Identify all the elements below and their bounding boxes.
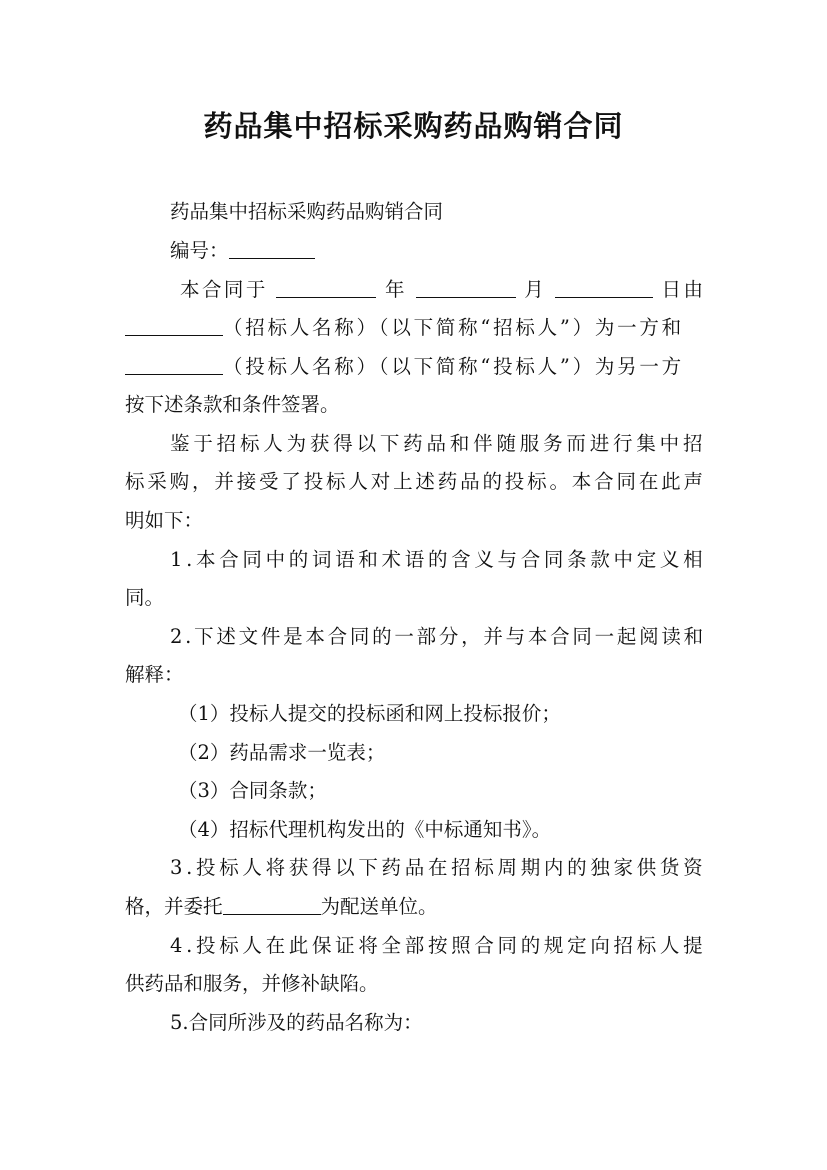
number-blank <box>229 240 315 259</box>
whereas-line-3: 明如下： <box>125 509 204 532</box>
blank-field <box>223 896 321 915</box>
clause-4-line-1: 4.投标人在此保证将全部按照合同的规定向招标人提 <box>170 934 707 957</box>
blank-field <box>125 317 223 336</box>
clause-2-line-2: 解释： <box>125 663 184 686</box>
intro-line-2 <box>125 315 703 341</box>
clause-1-line-2: 同。 <box>125 586 165 609</box>
list-item: （4）招标代理机构发出的《中标通知书》。 <box>178 818 552 841</box>
intro-line-1 <box>180 277 703 303</box>
clause-3-line-2 <box>125 894 703 920</box>
clause-3-line-1: 3.投标人将获得以下药品在招标周期内的独家供货资 <box>170 856 707 879</box>
clause-3-part-b: 为配送单位。 <box>320 895 438 918</box>
intro-line-3 <box>125 354 703 380</box>
clause-3-part-a: 格，并委托 <box>125 895 223 918</box>
whereas-line-2: 标采购，并接受了投标人对上述药品的投标。本合同在此声 <box>125 470 706 493</box>
clause-5-line-1: 5.合同所涉及的药品名称为： <box>170 1011 423 1034</box>
number-label: 编号： <box>170 239 229 262</box>
intro-line3-text: （投标人名称）（以下简称“投标人”）为另一方 <box>223 355 684 378</box>
intro-part3: 月 <box>524 278 547 301</box>
blank-field <box>276 279 376 298</box>
intro-line2-text: （招标人名称）（以下简称“招标人”）为一方和 <box>223 316 684 339</box>
intro-line-4: 按下述条款和条件签署。 <box>125 393 340 416</box>
whereas-line-1: 鉴于招标人为获得以下药品和伴随服务而进行集中招 <box>170 432 707 455</box>
blank-field <box>416 279 516 298</box>
list-item: （1）投标人提交的投标函和网上投标报价； <box>178 702 561 725</box>
list-item: （2）药品需求一览表； <box>178 741 386 764</box>
clause-4-line-2: 供药品和服务，并修补缺陷。 <box>125 972 379 995</box>
clause-1-line-1: 1.本合同中的词语和术语的含义与合同条款中定义相 <box>170 548 707 571</box>
intro-part1: 本合同于 <box>180 278 268 301</box>
blank-field <box>125 356 223 375</box>
document-subtitle: 药品集中招标采购药品购销合同 <box>170 200 444 223</box>
list-item: （3）合同条款； <box>178 779 327 802</box>
intro-part2: 年 <box>385 278 407 301</box>
contract-number <box>170 238 703 264</box>
clause-2-line-1: 2.下述文件是本合同的一部分，并与本合同一起阅读和 <box>170 625 706 648</box>
document-title: 药品集中招标采购药品购销合同 <box>203 109 624 143</box>
intro-part4: 日由 <box>661 278 703 301</box>
blank-field <box>555 279 653 298</box>
